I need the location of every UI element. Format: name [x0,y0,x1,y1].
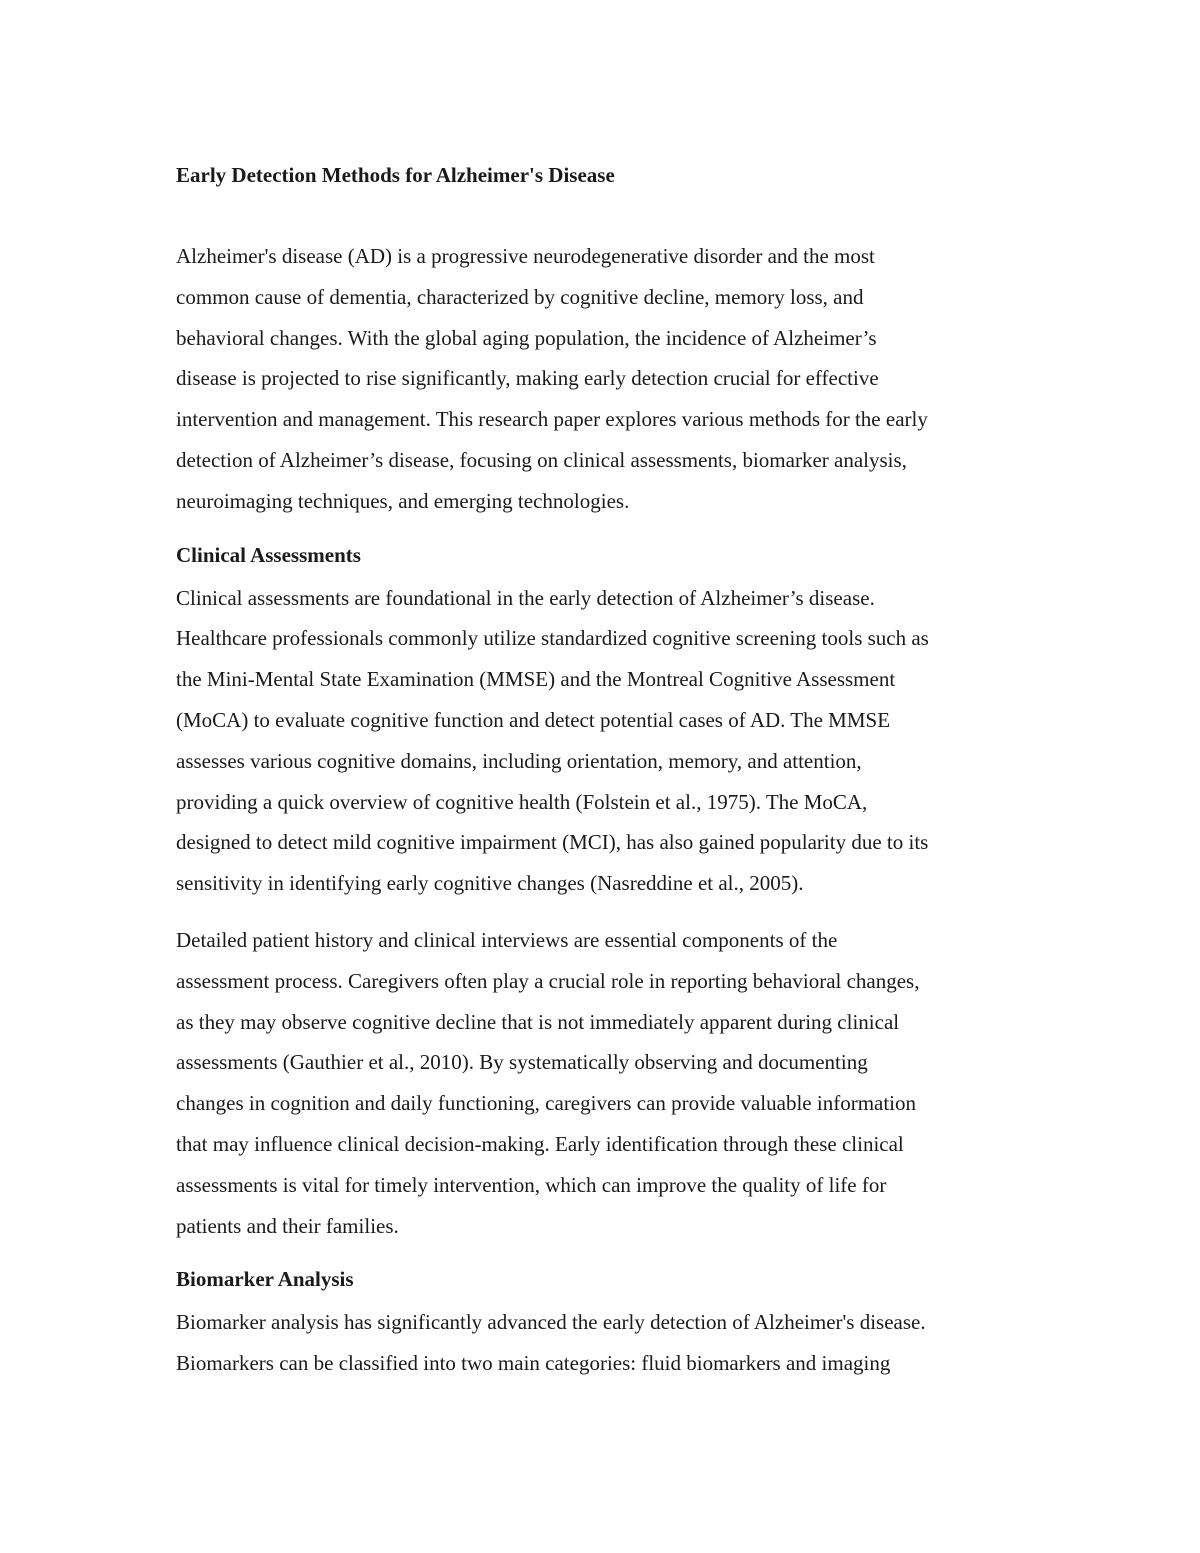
section-heading-clinical-assessments: Clinical Assessments [176,542,361,567]
text-line: disease is projected to rise significantly, making early detection crucial for effective [176,366,879,391]
text-line: providing a quick overview of cognitive health (Folstein et al., 1975). The MoCA, [176,789,868,814]
text-line: sensitivity in identifying early cognitive changes (Nasreddine et al., 2005). [176,871,804,896]
text-line: Clinical assessments are foundational in the early detection of Alzheimer’s disease. [176,585,875,610]
text-line: Biomarkers can be classified into two main categories: fluid biomarkers and imaging [176,1351,891,1376]
text-line: behavioral changes. With the global aging population, the incidence of Alzheimer’s [176,325,877,350]
text-line: as they may observe cognitive decline that is not immediately apparent during clinical [176,1009,900,1034]
clinical-paragraph-1 [176,578,1036,904]
text-line: designed to detect mild cognitive impairment (MCI), has also gained popularity due to its [176,830,929,855]
text-line: Detailed patient history and clinical interviews are essential components of the [176,927,838,952]
text-line: common cause of dementia, characterized by cognitive decline, memory loss, and [176,284,864,309]
text-line: intervention and management. This research paper explores various methods for the early [176,407,928,432]
document-title: Early Detection Methods for Alzheimer's Disease [176,163,615,187]
document-body [176,158,1036,1384]
text-line: the Mini-Mental State Examination (MMSE) and the Montreal Cognitive Assessment [176,667,896,692]
text-line: (MoCA) to evaluate cognitive function and detect potential cases of AD. The MMSE [176,707,891,732]
text-line: detection of Alzheimer’s disease, focusing on clinical assessments, biomarker analysis, [176,447,907,472]
text-line: that may influence clinical decision-making. Early identification through these clinical [176,1131,904,1156]
text-line: assesses various cognitive domains, including orientation, memory, and attention, [176,748,862,773]
text-line: neuroimaging techniques, and emerging technologies. [176,488,630,513]
biomarker-paragraph-1 [176,1302,1036,1384]
text-line: assessments (Gauthier et al., 2010). By systematically observing and documenting [176,1050,868,1075]
text-line: Healthcare professionals commonly utilize standardized cognitive screening tools such as [176,626,929,651]
text-line: Biomarker analysis has significantly advanced the early detection of Alzheimer's disease. [176,1310,926,1335]
intro-paragraph [176,236,1036,522]
text-line: assessment process. Caregivers often play a crucial role in reporting behavioral changes, [176,968,920,993]
text-line: patients and their families. [176,1213,399,1238]
text-line: Alzheimer's disease (AD) is a progressive neurodegenerative disorder and the most [176,244,875,268]
clinical-paragraph-2 [176,920,1036,1246]
text-line: assessments is vital for timely intervention, which can improve the quality of life for [176,1172,887,1197]
text-line: changes in cognition and daily functioning, caregivers can provide valuable information [176,1091,917,1116]
section-heading-biomarker-analysis: Biomarker Analysis [176,1267,354,1292]
